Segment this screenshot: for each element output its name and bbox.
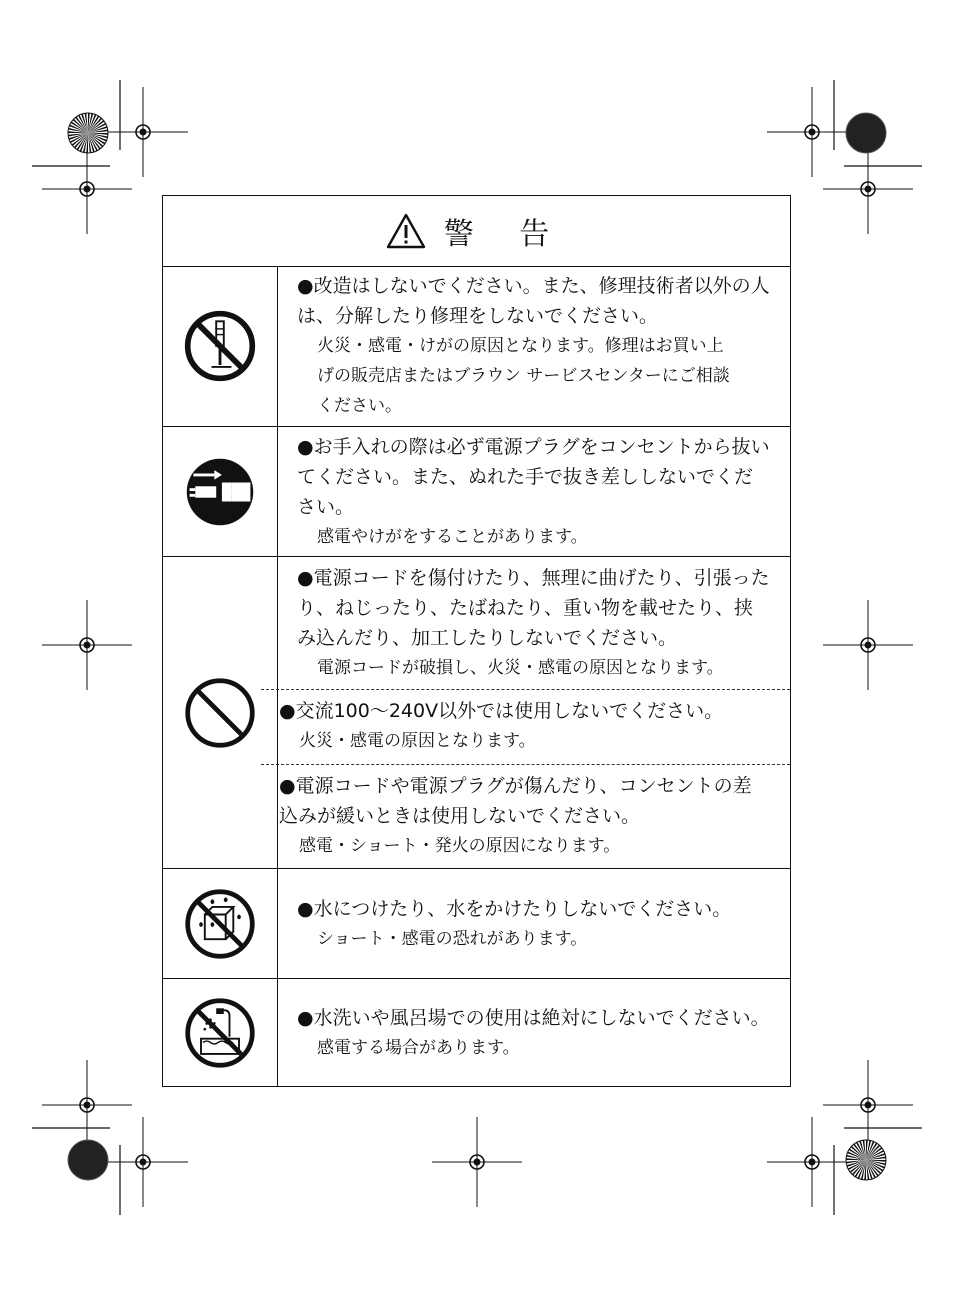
text-cell <box>279 869 782 978</box>
crosshair-mark <box>42 600 132 690</box>
reason-line: ください。 <box>317 396 402 416</box>
warning-line: ●電源コードを傷付けたり、無理に曲げたり、引張った <box>297 567 770 589</box>
warning-item <box>261 764 790 865</box>
prohibition-icon <box>182 675 258 751</box>
no-water-splash-icon <box>182 886 258 962</box>
reason-line: 感電する場合があります。 <box>317 1037 520 1058</box>
warning-text <box>297 894 782 924</box>
warning-text <box>297 432 782 522</box>
icon-cell <box>163 427 278 556</box>
warning-line: ●水洗いや風呂場での使用は絶対にしないでください。 <box>297 1006 770 1029</box>
warning-item <box>261 689 790 764</box>
reason-text <box>297 331 782 421</box>
starburst-mark <box>846 1140 886 1180</box>
warning-line: り、ねじったり、たばねたり、重い物を載せたり、挟 <box>297 597 754 619</box>
warning-text <box>279 696 790 726</box>
crosshair-mark <box>823 1060 913 1150</box>
reason-text <box>297 924 782 954</box>
warning-text <box>297 563 782 653</box>
warning-line: ●お手入れの際は必ず電源プラグをコンセントから抜い <box>297 435 770 458</box>
warning-item <box>279 267 782 425</box>
warning-section-disassembly <box>163 266 790 427</box>
reason-line: げの販売店またはブラウン サービスセンターにご相談 <box>317 366 730 386</box>
text-cell <box>279 557 782 868</box>
warning-line: さい。 <box>297 495 355 518</box>
warning-section-water <box>163 869 790 979</box>
crosshair-mark <box>432 1117 522 1207</box>
warning-line: ●水につけたり、水をかけたりしないでください。 <box>297 897 732 920</box>
warning-header <box>163 196 790 267</box>
reason-line: 感電・ショート・発火の原因になります。 <box>299 836 621 856</box>
icon-cell <box>163 869 278 978</box>
warning-line: 込みが緩いときは使用しないでください。 <box>279 805 641 827</box>
warning-section-power-cord <box>163 557 790 869</box>
warning-section-unplug <box>163 427 790 557</box>
warning-line: ●交流100〜240V以外では使用しないでください。 <box>279 700 724 722</box>
warning-line: ●改造はしないでください。また、修理技術者以外の人 <box>297 275 770 297</box>
crosshair-mark <box>823 144 913 234</box>
crosshair-mark <box>42 1060 132 1150</box>
reason-line: 電源コードが破損し、火災・感電の原因となります。 <box>317 658 724 678</box>
warning-line: ●電源コードや電源プラグが傷んだり、コンセントの差 <box>279 775 752 797</box>
crosshair-mark <box>98 87 188 177</box>
icon-cell <box>163 979 278 1086</box>
reason-text <box>297 522 782 552</box>
warning-triangle-icon <box>386 213 426 249</box>
icon-cell <box>163 266 278 426</box>
warning-line: てください。また、ぬれた手で抜き差ししないでくだ <box>297 465 754 488</box>
crosshair-mark <box>42 144 132 234</box>
warning-section-bath <box>163 979 790 1086</box>
text-cell <box>279 979 782 1086</box>
warning-text <box>297 271 782 331</box>
reason-line: 感電やけがをすることがあります。 <box>317 526 588 547</box>
reason-text <box>279 831 790 861</box>
warning-item <box>279 428 782 556</box>
reason-line: 火災・感電の原因となります。 <box>299 731 536 751</box>
solid-dot-mark <box>846 113 886 153</box>
warning-text <box>279 771 790 831</box>
warning-line: は、分解したり修理をしないでください。 <box>297 305 659 327</box>
crosshair-mark <box>98 1117 188 1207</box>
solid-dot-mark <box>68 1140 108 1180</box>
warning-item <box>279 557 782 689</box>
warning-text <box>297 1003 782 1033</box>
unplug-icon <box>182 454 258 530</box>
warning-item <box>279 999 782 1067</box>
warning-line: み込んだり、加工したりしないでください。 <box>297 627 678 649</box>
text-cell <box>279 266 782 426</box>
text-cell <box>279 427 782 556</box>
no-disassembly-icon <box>182 308 258 384</box>
no-bath-use-icon <box>182 995 258 1071</box>
reason-text <box>297 1033 782 1063</box>
starburst-mark <box>68 113 108 153</box>
reason-line: 火災・感電・けがの原因となります。修理はお買い上 <box>317 336 724 356</box>
warning-table <box>162 195 791 1087</box>
crosshair-mark <box>767 87 857 177</box>
crosshair-mark <box>767 1117 857 1207</box>
reason-text <box>297 653 782 683</box>
crosshair-mark <box>823 600 913 690</box>
reason-line: ショート・感電の恐れがあります。 <box>317 928 588 949</box>
reason-text <box>279 726 790 756</box>
warning-title: 警 告 <box>443 217 568 252</box>
warning-item <box>279 890 782 958</box>
